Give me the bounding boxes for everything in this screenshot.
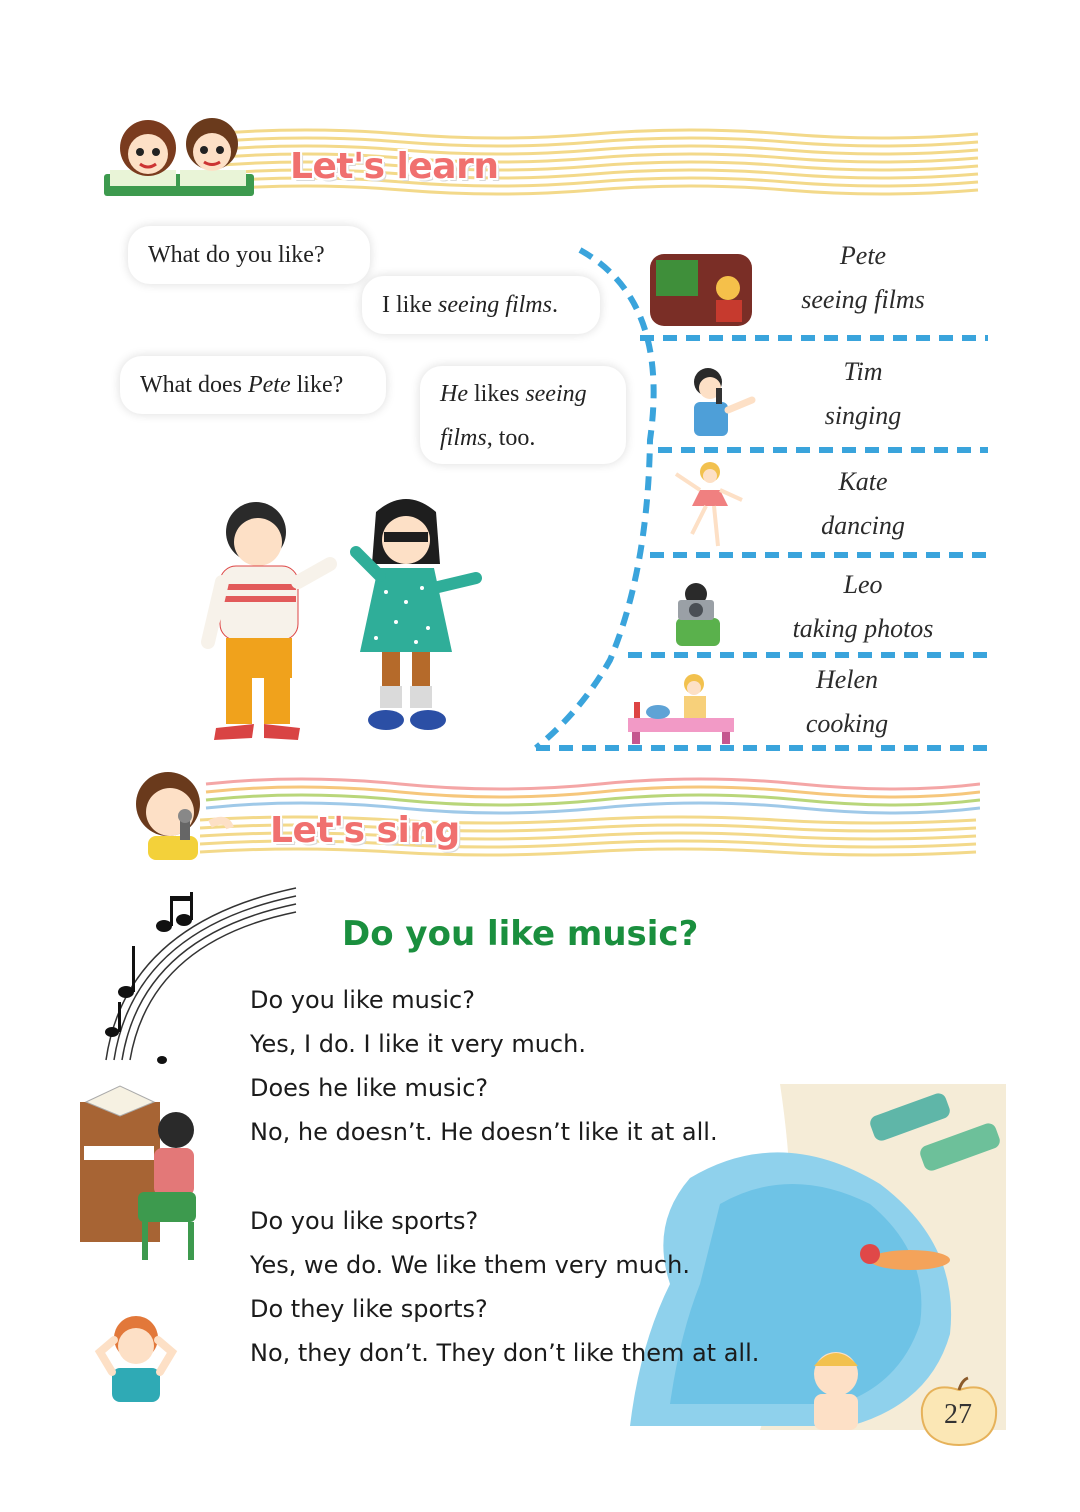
boy-and-girl-illustration (196, 492, 496, 748)
song-line: Does he like music? (250, 1074, 489, 1102)
vocab-activity: dancing (821, 511, 905, 540)
song-line: Do you like music? (250, 986, 475, 1014)
song-line: Yes, we do. We like them very much. (250, 1251, 690, 1279)
vocab-name: Leo (843, 570, 883, 599)
bubble-text-em: seeing (525, 381, 587, 407)
song-title: Do you like music? (342, 914, 699, 954)
song-line: Do they like sports? (250, 1295, 488, 1323)
lets-learn-title: Let's learn (290, 146, 499, 187)
vocab-name: Helen (815, 665, 879, 694)
vocab-activity: taking photos (792, 614, 934, 643)
bubble-what-does-pete-like (120, 356, 386, 414)
bubble-text-em: seeing films (437, 292, 552, 318)
boy-covering-ears-illustration (94, 1312, 178, 1404)
bubble-text-plain: I like (382, 292, 438, 318)
vocab-name: Pete (839, 241, 887, 270)
song-line: Yes, I do. I like it very much. (250, 1030, 586, 1058)
bubble-text-end: like? (290, 372, 344, 398)
vocab-activity: singing (824, 401, 902, 430)
vocab-helen (672, 658, 1022, 746)
song-line: No, they don’t. They don’t like them at all. (250, 1339, 760, 1367)
bubble-text-end: . (551, 292, 558, 318)
bubble-text: What do you like? (148, 242, 325, 268)
vocab-pete (688, 234, 1038, 322)
bubble-text-em: films (440, 425, 487, 451)
kids-reading-icon (100, 112, 260, 202)
vocab-tim (688, 350, 1038, 438)
bubble-text-plain: What does (140, 372, 248, 398)
bubble-what-do-you-like (128, 226, 370, 284)
lets-sing-title: Let's sing (270, 810, 460, 851)
vocab-kate (688, 460, 1038, 548)
bubble-text-end: , too. (486, 425, 536, 451)
vocab-name: Kate (838, 467, 888, 496)
bubble-text-plain: likes (467, 381, 526, 407)
vocab-leo (688, 563, 1038, 651)
song-line: Do you like sports? (250, 1207, 479, 1235)
song-line: No, he doesn’t. He doesn’t like it at all. (250, 1118, 718, 1146)
bubble-text-em: He (440, 381, 468, 407)
girl-playing-piano-illustration (80, 1076, 210, 1266)
vocab-activity: cooking (805, 709, 889, 738)
bubble-text-em: Pete (247, 372, 291, 398)
singing-boy-mic-icon (118, 766, 238, 862)
page-number: 27 (944, 1399, 972, 1430)
vocab-activity: seeing films (801, 285, 925, 314)
vocab-name: Tim (843, 357, 883, 386)
